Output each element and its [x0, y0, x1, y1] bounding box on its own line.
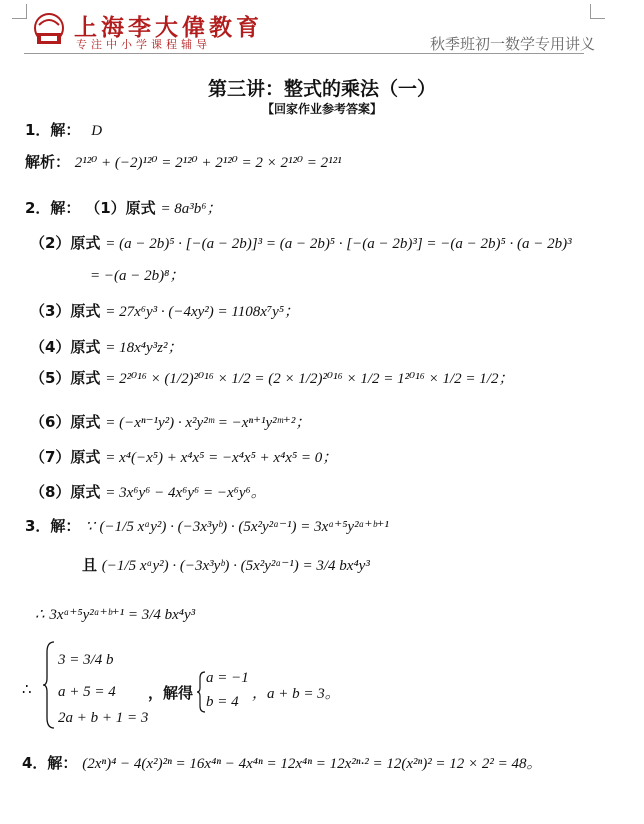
q1-answer: D [91, 123, 103, 139]
q2-part-3-label: （3）原式 [30, 302, 101, 320]
q1-analysis: 2¹²⁰ + (−2)¹²⁰ = 2¹²⁰ + 2¹²⁰ = 2 × 2¹²⁰ = 2¹²¹ [74, 155, 342, 171]
solution-a-text: a = −1 [206, 670, 249, 686]
q2-label: 2．解： [25, 199, 81, 217]
therefore-symbol: ∴ [35, 607, 45, 623]
q2-part-7-expr: = x⁴(−x⁵) + x⁴x⁵ = −x⁴x⁵ + x⁴x⁵ = 0； [105, 450, 338, 466]
q1-label: 1．解： [25, 121, 81, 139]
q3-and-label: 且 [82, 556, 98, 574]
solution-brace [196, 670, 206, 714]
q2-part-7 [30, 446, 337, 467]
page-title: 第三讲：整式的乘法（一） [207, 78, 436, 100]
solution-b-text: b = 4 [206, 694, 239, 710]
q3-result-text: ，a + b = 3。 [252, 686, 340, 702]
page-subtitle: 【回家作业参考答案】 [261, 102, 382, 116]
q2-part-2-label: （2）原式 [30, 234, 101, 252]
q2-part-2-expr: = (a − 2b)⁵ · [−(a − 2b)]³ = (a − 2b)⁵ · [−(a − 2b)³] = −(a − 2b)⁵ · (a − 2b)³ [105, 236, 572, 252]
q3-line-1-expr: (−1/5 xᵃy²) · (−3x³yᵇ) · (5x²y²ᵃ⁻¹) = 3xᵃ⁺⁵y²ᵃ⁺ᵇ⁺¹ [99, 519, 389, 535]
brand-tagline: 专注中小学课程辅导 [76, 38, 211, 51]
q4-expr: (2xⁿ)⁴ − 4(x²)²ⁿ = 16x⁴ⁿ − 4x⁴ⁿ = 12x⁴ⁿ = 12x²ⁿ·² = 12(x²ⁿ)² = 12 × 2² = 48。 [82, 756, 542, 772]
system-eq-1 [58, 650, 114, 669]
q4-label: 4．解： [22, 754, 78, 772]
q2-part-1 [25, 197, 222, 218]
solve-label-text: ，解得 [148, 684, 194, 702]
q2-part-8-expr: = 3x⁶y⁶ − 4x⁶y⁶ = −x⁶y⁶。 [105, 485, 266, 501]
system-eq-1-text: 3 = 3/4 b [58, 652, 114, 668]
q2-part-3-expr: = 27x⁶y³ · (−4xy²) = 1108x⁷y⁵； [105, 304, 300, 320]
system-eq-3 [58, 708, 148, 727]
system-eq-2 [58, 682, 116, 701]
q2-part-8-label: （8）原式 [30, 483, 101, 501]
system-eq-3-text: 2a + b + 1 = 3 [58, 710, 149, 726]
q3-result [252, 682, 340, 703]
q2-part-8 [30, 481, 266, 502]
q2-part-6 [30, 411, 310, 432]
q2-part-2-cont [90, 264, 184, 285]
brand-name: 上海李大偉教育 [74, 15, 263, 41]
q2-part-1-expr: = 8a³b⁶； [160, 201, 222, 217]
q1-answer-line [25, 119, 102, 140]
q2-part-7-label: （7）原式 [30, 448, 101, 466]
course-title: 秋季班初一数学专用讲义 [430, 35, 596, 53]
solution-a [206, 668, 249, 687]
q3-line-1 [25, 515, 389, 536]
q2-part-5 [30, 367, 513, 388]
because-symbol: ∵ [85, 519, 95, 535]
q1-analysis-line [25, 151, 342, 172]
crop-mark-top-right [590, 4, 605, 19]
system-eq-2-text: a + 5 = 4 [58, 684, 116, 700]
q2-part-3 [30, 300, 299, 321]
q2-part-4-label: （4）原式 [30, 338, 101, 356]
q2-part-4-expr: = 18x⁴y³z²； [105, 340, 183, 356]
q2-part-6-label: （6）原式 [30, 413, 101, 431]
q2-part-5-label: （5）原式 [30, 369, 101, 387]
therefore-symbol-2: ∴ [22, 680, 32, 698]
system-brace [42, 640, 56, 730]
q2-part-1-label: （1）原式 [85, 199, 156, 217]
q2-part-5-expr: = 2²⁰¹⁶ × (1/2)²⁰¹⁶ × 1/2 = (2 × 1/2)²⁰¹⁶ × 1/2 = 1²⁰¹⁶ × 1/2 = 1/2； [105, 371, 514, 387]
q3-line-2 [82, 554, 370, 575]
q3-line-3-expr: 3xᵃ⁺⁵y²ᵃ⁺ᵇ⁺¹ = 3/4 bx⁴y³ [49, 607, 196, 623]
logo-icon [29, 13, 69, 47]
q1-analysis-label: 解析： [25, 153, 71, 171]
crop-mark-top-left [12, 4, 27, 19]
solution-b [206, 692, 239, 711]
header-divider [24, 53, 584, 54]
q2-part-6-expr: = (−xⁿ⁻¹y²) · x²y²ᵐ = −xⁿ⁺¹y²ᵐ⁺²； [105, 415, 311, 431]
solve-label [148, 682, 193, 703]
q2-part-2 [30, 232, 572, 253]
q3-line-2-expr: (−1/5 xᵃy²) · (−3x³yᵇ) · (5x²y²ᵃ⁻¹) = 3/4 bx⁴y³ [101, 558, 370, 574]
q2-part-4 [30, 336, 182, 357]
q3-label: 3．解： [25, 517, 81, 535]
q2-part-2-cont-expr: = −(a − 2b)⁸； [90, 268, 185, 284]
q4-line [22, 752, 542, 773]
q3-line-3 [35, 605, 195, 624]
